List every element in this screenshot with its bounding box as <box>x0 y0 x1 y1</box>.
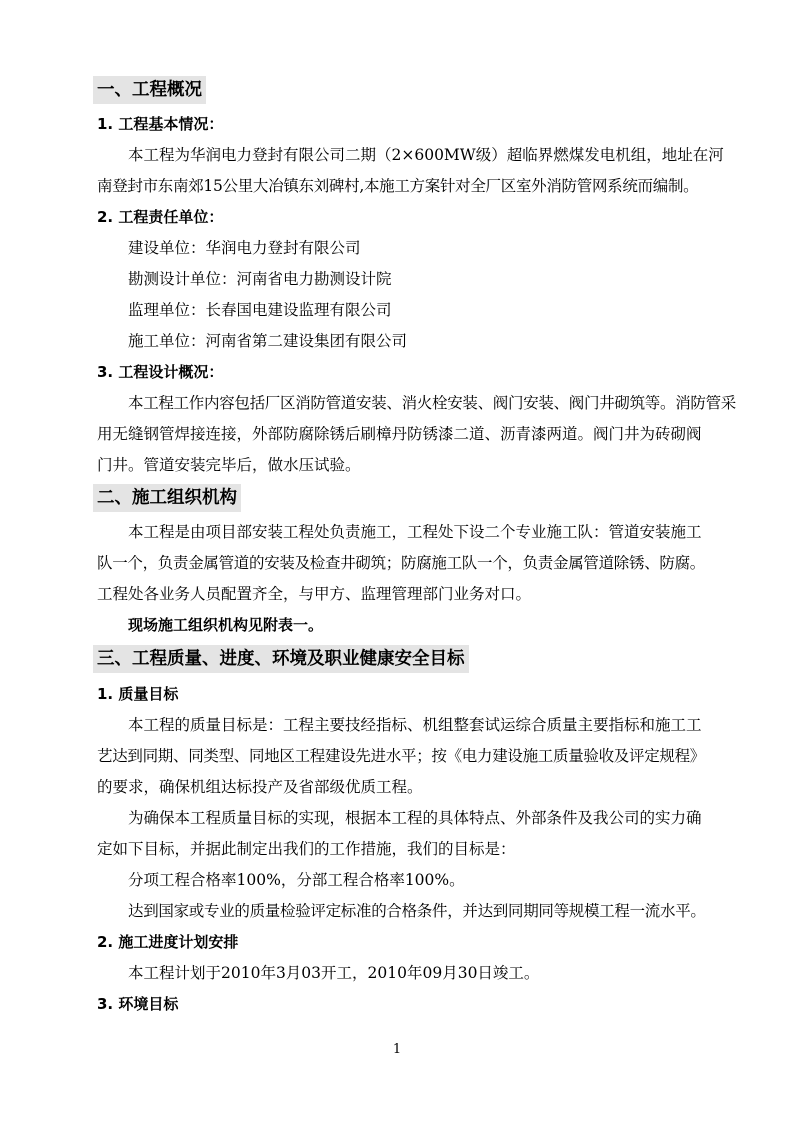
section-3-title: 三、工程质量、进度、环境及职业健康安全目标 <box>93 645 469 673</box>
section-1-1-heading: 1. 工程基本情况： <box>97 115 224 133</box>
paragraph-line: 本工程是由项目部安装工程处负责施工，工程处下设二个专业施工队：管道安装施工 <box>128 523 702 541</box>
paragraph-line: 定如下目标，并据此制定出我们的工作措施，我们的目标是： <box>97 840 516 858</box>
paragraph-line: 分项工程合格率100%，分部工程合格率100%。 <box>128 871 465 889</box>
paragraph-line: 艺达到同期、同类型、同地区工程建设先进水平；按《电力建设施工质量验收及评定规程》 <box>97 747 706 765</box>
unit-line: 施工单位：河南省第二建设集团有限公司 <box>128 332 408 350</box>
paragraph-line: 达到国家或专业的质量检验评定标准的合格条件，并达到同期同等规模工程一流水平。 <box>128 902 706 920</box>
paragraph-line: 工程处各业务人员配置齐全，与甲方、监理管理部门业务对口。 <box>97 585 532 603</box>
section-1-title: 一、工程概况 <box>93 76 206 104</box>
unit-line: 建设单位：华润电力登封有限公司 <box>128 239 361 257</box>
paragraph-line: 用无缝钢管焊接连接，外部防腐除锈后刷樟丹防锈漆二道、沥青漆两道。阀门井为砖砌阀 <box>97 425 702 443</box>
section-3-1-heading: 1. 质量目标 <box>97 685 179 703</box>
page-number: 1 <box>392 1042 402 1057</box>
paragraph-line: 本工程的质量目标是：工程主要技经指标、机组整套试运综合质量主要指标和施工工 <box>128 716 702 734</box>
unit-line: 勘测设计单位：河南省电力勘测设计院 <box>128 270 392 288</box>
paragraph-line: 门井。管道安装完毕后，做水压试验。 <box>97 456 361 474</box>
section-3-3-heading: 3. 环境目标 <box>97 995 179 1013</box>
paragraph-line: 为确保本工程质量目标的实现，根据本工程的具体特点、外部条件及我公司的实力确 <box>128 809 702 827</box>
org-chart-note: 现场施工组织机构见附表一。 <box>128 616 324 634</box>
paragraph-line: 南登封市东南郊15公里大冶镇东刘碑村,本施工方案针对全厂区室外消防管网系统而编制。 <box>97 177 699 195</box>
unit-line: 监理单位：长春国电建设监理有限公司 <box>128 301 392 319</box>
section-3-2-heading: 2. 施工进度计划安排 <box>97 933 239 951</box>
section-1-2-heading: 2. 工程责任单位： <box>97 208 224 226</box>
section-2-title: 二、施工组织机构 <box>93 484 241 512</box>
paragraph-line: 本工程工作内容包括厂区消防管道安装、消火栓安装、阀门安装、阀门井砌筑等。消防管采 <box>128 394 737 412</box>
paragraph-line: 本工程计划于2010年3月03开工，2010年09月30日竣工。 <box>128 964 540 982</box>
section-1-3-heading: 3. 工程设计概况： <box>97 363 224 381</box>
paragraph-line: 本工程为华润电力登封有限公司二期（2×600MW级）超临界燃煤发电机组，地址在河 <box>128 146 724 164</box>
paragraph-line: 的要求，确保机组达标投产及省部级优质工程。 <box>97 778 423 796</box>
paragraph-line: 队一个，负责金属管道的安装及检查井砌筑；防腐施工队一个，负责金属管道除锈、防腐。 <box>97 554 706 572</box>
